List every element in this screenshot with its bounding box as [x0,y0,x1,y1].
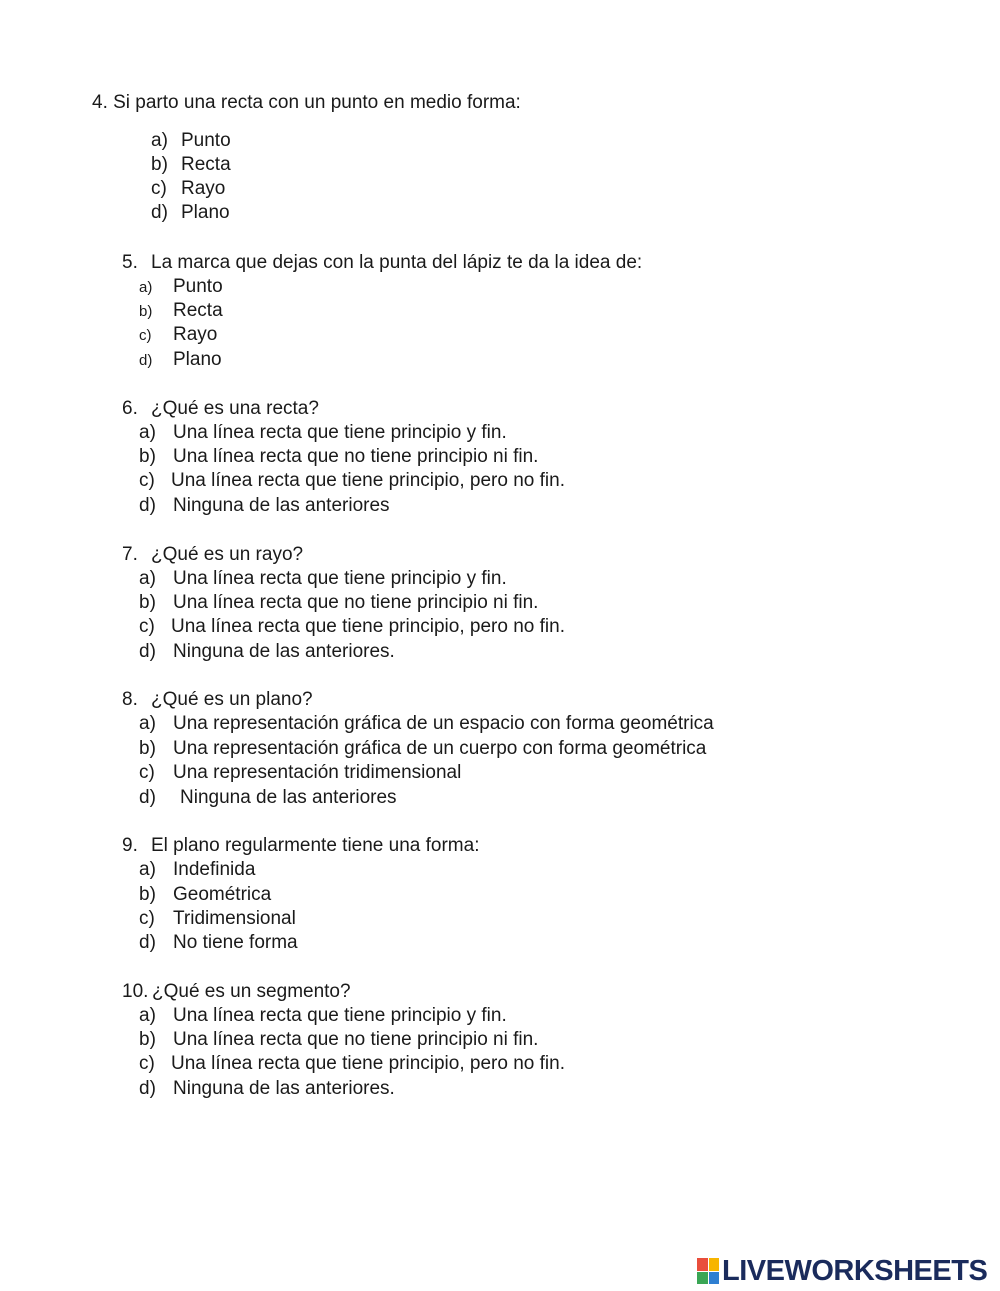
question-5-number: 5. [122,252,138,273]
q6-option-a-label: a) [139,422,156,443]
q5-option-d-label: d) [139,352,153,369]
q7-option-c-label: c) [139,616,155,637]
q6-option-a[interactable]: Una línea recta que tiene principio y fin. [173,422,507,443]
q9-option-b[interactable]: Geométrica [173,884,272,905]
q9-option-d[interactable]: No tiene forma [173,932,298,953]
liveworksheets-logo-icon [697,1258,719,1284]
q8-option-a[interactable]: Una representación gráfica de un espacio con forma geométrica [173,713,714,734]
q4-option-a[interactable]: Punto [181,130,231,151]
q8-option-c-label: c) [139,762,155,783]
q8-option-a-label: a) [139,713,156,734]
question-7-text: ¿Qué es un rayo? [151,544,304,565]
q6-option-d-label: d) [139,495,156,516]
q5-option-b[interactable]: Recta [173,300,223,321]
q5-option-a-label: a) [139,279,153,296]
q9-option-c-label: c) [139,908,155,929]
q4-option-b-label: b) [151,154,168,175]
question-9-number: 9. [122,835,138,856]
q9-option-c[interactable]: Tridimensional [173,908,296,929]
question-10-text: ¿Qué es un segmento? [152,981,351,1002]
q7-option-d[interactable]: Ninguna de las anteriores. [173,641,395,662]
q7-option-b-label: b) [139,592,156,613]
question-4-text: 4. Si parto una recta con un punto en medio forma: [92,92,521,113]
question-8-number: 8. [122,689,138,710]
q10-option-d[interactable]: Ninguna de las anteriores. [173,1078,395,1099]
q7-option-b[interactable]: Una línea recta que no tiene principio ni fin. [173,592,539,613]
q5-option-c[interactable]: Rayo [173,324,218,345]
q9-option-b-label: b) [139,884,156,905]
q6-option-c-label: c) [139,470,155,491]
q5-option-a[interactable]: Punto [173,276,223,297]
q4-option-d-label: d) [151,202,168,223]
q4-option-d[interactable]: Plano [181,202,230,223]
q4-option-c-label: c) [151,178,167,199]
q10-option-a-label: a) [139,1005,156,1026]
question-5-text: La marca que dejas con la punta del lápiz te da la idea de: [151,252,643,273]
liveworksheets-logo [697,1256,987,1286]
q5-option-c-label: c) [139,327,152,344]
q4-option-b[interactable]: Recta [181,154,231,175]
q10-option-c-label: c) [139,1053,155,1074]
q10-option-c[interactable]: Una línea recta que tiene principio, pero no fin. [171,1053,565,1074]
q7-option-c[interactable]: Una línea recta que tiene principio, pero no fin. [171,616,565,637]
q9-option-d-label: d) [139,932,156,953]
q8-option-b[interactable]: Una representación gráfica de un cuerpo con forma geométrica [173,738,707,759]
q7-option-a-label: a) [139,568,156,589]
q7-option-a[interactable]: Una línea recta que tiene principio y fin. [173,568,507,589]
q10-option-b[interactable]: Una línea recta que no tiene principio ni fin. [173,1029,539,1050]
q6-option-c[interactable]: Una línea recta que tiene principio, pero no fin. [171,470,565,491]
q4-option-a-label: a) [151,130,168,151]
question-6-number: 6. [122,398,138,419]
q7-option-d-label: d) [139,641,156,662]
question-10-number: 10. [122,981,149,1002]
q6-option-b[interactable]: Una línea recta que no tiene principio ni fin. [173,446,539,467]
q6-option-b-label: b) [139,446,156,467]
q6-option-d[interactable]: Ninguna de las anteriores [173,495,390,516]
question-9-text: El plano regularmente tiene una forma: [151,835,480,856]
q5-option-d[interactable]: Plano [173,349,222,370]
q5-option-b-label: b) [139,303,153,320]
q10-option-a[interactable]: Una línea recta que tiene principio y fin. [173,1005,507,1026]
q9-option-a[interactable]: Indefinida [173,859,256,880]
q8-option-c[interactable]: Una representación tridimensional [173,762,462,783]
q9-option-a-label: a) [139,859,156,880]
q8-option-d-label: d) [139,787,156,808]
q8-option-d[interactable]: Ninguna de las anteriores [180,787,397,808]
question-7-number: 7. [122,544,138,565]
liveworksheets-logo-text: LIVEWORKSHEETS [722,1254,988,1287]
q4-option-c[interactable]: Rayo [181,178,226,199]
q10-option-b-label: b) [139,1029,156,1050]
question-6-text: ¿Qué es una recta? [151,398,319,419]
question-8-text: ¿Qué es un plano? [151,689,313,710]
q8-option-b-label: b) [139,738,156,759]
q10-option-d-label: d) [139,1078,156,1099]
